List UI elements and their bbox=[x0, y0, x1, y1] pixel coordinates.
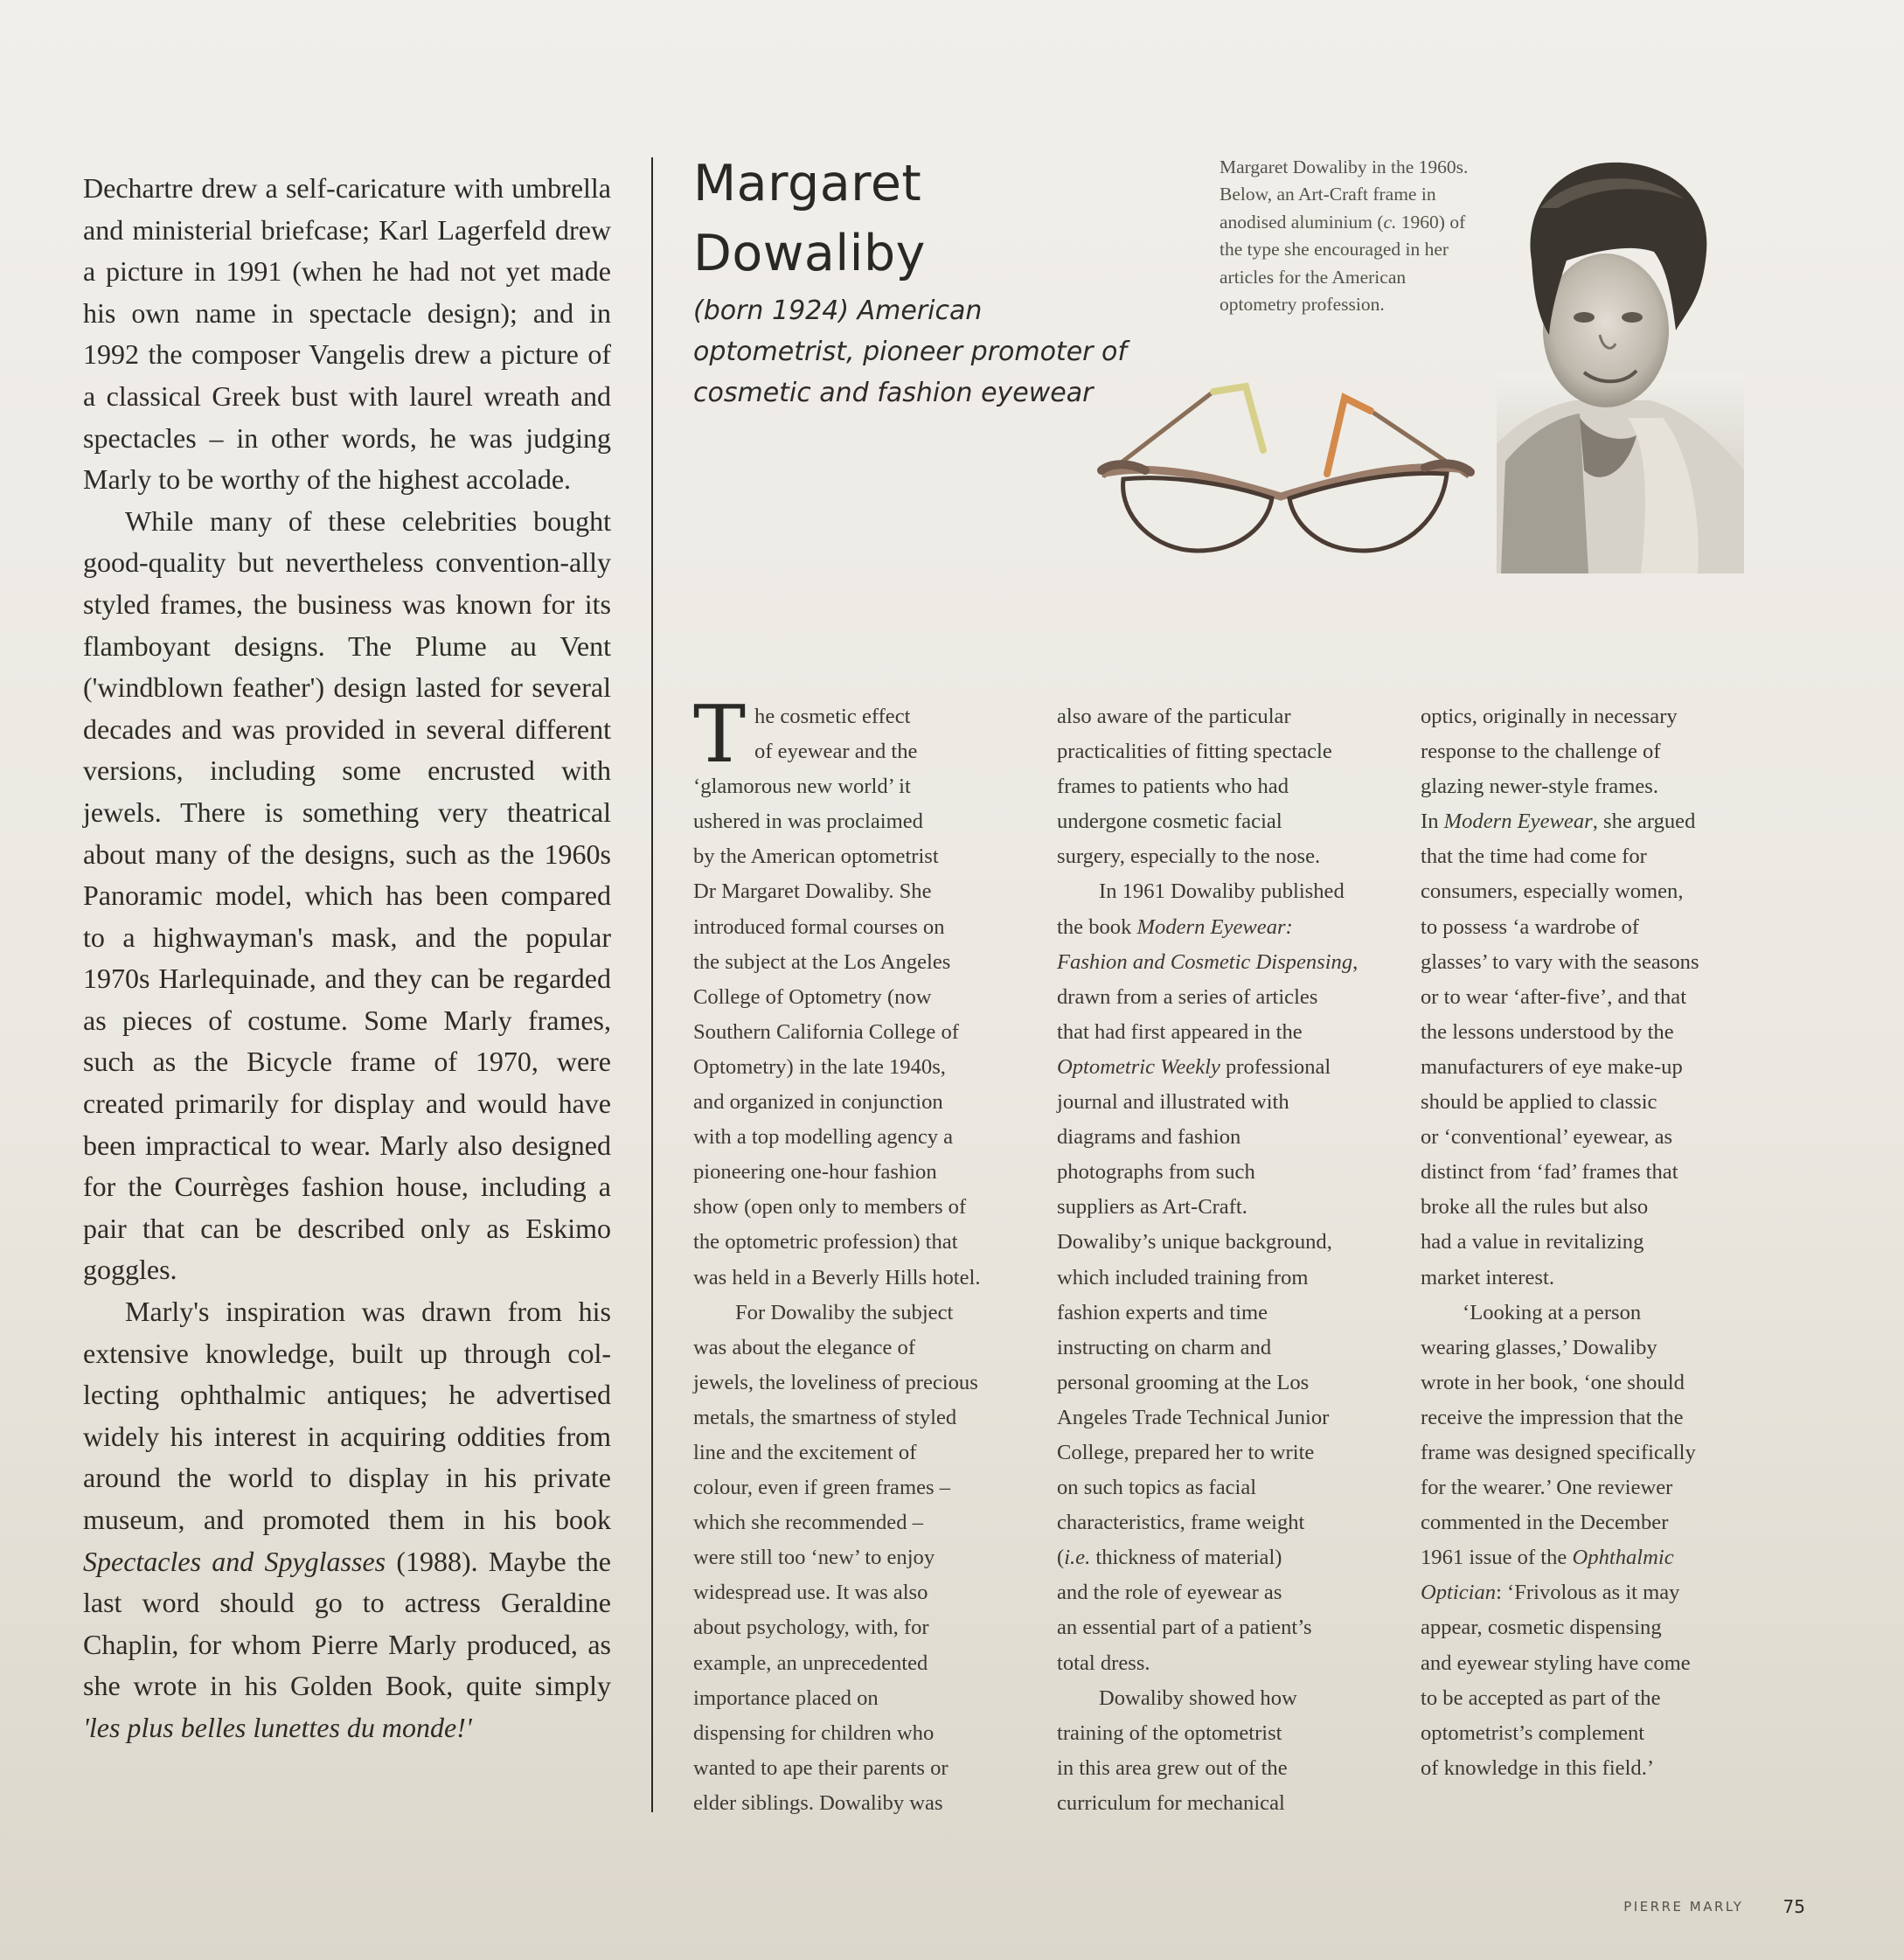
text-line: response to the challenge of bbox=[1421, 740, 1661, 764]
text-line: training of the optometrist bbox=[1057, 1720, 1282, 1745]
text-line: broke all the rules but also bbox=[1421, 1195, 1649, 1220]
text-line: fashion experts and time bbox=[1057, 1300, 1268, 1324]
text-line: curriculum for mechanical bbox=[1057, 1790, 1285, 1815]
text-run: 1960) of the type she encouraged in her articles for the American optometry profession. bbox=[1220, 211, 1466, 316]
text-line: journal and illustrated with bbox=[1057, 1090, 1289, 1115]
text-line: widespread use. It was also bbox=[693, 1581, 928, 1605]
text-line: to possess ‘a wardrobe of bbox=[1421, 914, 1639, 939]
article-column-2 bbox=[1057, 699, 1389, 1821]
text-line: optics, originally in necessary bbox=[1421, 705, 1678, 728]
text-line: Dr Margaret Dowaliby. She bbox=[693, 879, 932, 904]
art-craft-glasses-photo bbox=[1093, 376, 1477, 577]
text-line: appear, cosmetic dispensing bbox=[1421, 1616, 1662, 1640]
text-line: with a top modelling agency a bbox=[693, 1125, 954, 1150]
text-run: , she argued bbox=[1592, 810, 1696, 834]
text-line: wearing glasses,’ Dowaliby bbox=[1421, 1335, 1657, 1359]
text-line: (i.e. thickness of material) bbox=[1057, 1546, 1282, 1570]
text-line: commented in the December bbox=[1421, 1511, 1669, 1535]
text-line: wrote in her book, ‘one should bbox=[1421, 1370, 1685, 1394]
photo-caption bbox=[1220, 154, 1486, 318]
text-line: and the role of eyewear as bbox=[1057, 1581, 1282, 1605]
text-run: Margaret Dowaliby in the 1960s. Below, an Art-Craft frame in anodised aluminium ( bbox=[1220, 156, 1469, 233]
page-footer bbox=[1623, 1896, 1805, 1917]
text-line bbox=[1421, 1575, 1753, 1610]
text-run: , bbox=[1352, 949, 1359, 974]
text-line: example, an unprecedented bbox=[693, 1651, 928, 1675]
text-line: the subject at the Los Angeles bbox=[693, 949, 951, 974]
subtitle: (born 1924) American optometrist, pioneer promoter of cosmetic and fashion eyewear bbox=[693, 295, 1127, 408]
text-line: importance placed on bbox=[693, 1685, 879, 1710]
text-line: dispensing for children who bbox=[693, 1720, 935, 1745]
text-line: of eyewear and the bbox=[754, 740, 918, 764]
text-line: receive the impression that the bbox=[1421, 1405, 1684, 1429]
text-line: on such topics as facial bbox=[1057, 1476, 1257, 1500]
text-line: practicalities of fitting spectacle bbox=[1057, 740, 1332, 764]
text-line bbox=[1421, 804, 1753, 839]
text-line: wanted to ape their parents or bbox=[693, 1755, 949, 1780]
text-run: the book bbox=[1057, 914, 1137, 939]
text-line bbox=[1057, 1050, 1389, 1085]
text-run: professional bbox=[1220, 1054, 1331, 1079]
text-line: Southern California College of bbox=[693, 1019, 959, 1044]
text-line: an essential part of a patient’s bbox=[1057, 1616, 1312, 1640]
book-title: Modern Eyewear bbox=[1443, 810, 1593, 834]
text-line: suppliers as Art-Craft. bbox=[1057, 1195, 1247, 1220]
text-line: photographs from such bbox=[1057, 1160, 1255, 1185]
text-line: For Dowaliby the subject bbox=[735, 1300, 954, 1324]
text-line: line and the excitement of bbox=[693, 1440, 917, 1464]
text-line: frames to patients who had bbox=[1057, 775, 1289, 799]
text-line: for the wearer.’ One reviewer bbox=[1421, 1476, 1673, 1500]
text-line: instructing on charm and bbox=[1057, 1335, 1272, 1359]
text-line: was held in a Beverly Hills hotel. bbox=[693, 1265, 981, 1289]
text-line: and organized in conjunction bbox=[693, 1090, 943, 1115]
text-line: were still too ‘new’ to enjoy bbox=[693, 1546, 935, 1570]
text-line: total dress. bbox=[1057, 1651, 1150, 1675]
text-line: that had first appeared in the bbox=[1057, 1019, 1303, 1044]
text-line: market interest. bbox=[1421, 1265, 1554, 1289]
text-line: and eyewear styling have come bbox=[1421, 1651, 1691, 1675]
text-line: had a value in revitalizing bbox=[1421, 1230, 1644, 1255]
text-line: glazing newer-style frames. bbox=[1421, 775, 1658, 799]
page-number: 75 bbox=[1782, 1896, 1805, 1917]
portrait-image bbox=[1497, 156, 1744, 573]
text-line: that the time had come for bbox=[1421, 844, 1647, 869]
article-column-1 bbox=[693, 689, 1025, 1821]
text-line: the lessons understood by the bbox=[1421, 1019, 1674, 1044]
text-run: : ‘Frivolous as it may bbox=[1496, 1581, 1680, 1605]
text-run: Marly's inspiration was drawn from his extensive knowledge, built up through col-lecting ophthalmic antiques; he advertised widely his interest in acquiring oddities from around the world to display in his private museum, and promoted them in his book bbox=[83, 1296, 611, 1535]
journal-title: Optician bbox=[1421, 1581, 1497, 1605]
text-run: 1961 issue of the bbox=[1421, 1546, 1573, 1570]
text-line: surgery, especially to the nose. bbox=[1057, 844, 1321, 869]
glasses-image bbox=[1093, 376, 1477, 577]
text-line: of knowledge in this field.’ bbox=[1421, 1755, 1655, 1780]
text-run: i.e. bbox=[1064, 1546, 1091, 1570]
text-line: show (open only to members of bbox=[693, 1195, 967, 1220]
text-line: undergone cosmetic facial bbox=[1057, 810, 1282, 834]
text-line: about psychology, with, for bbox=[693, 1616, 929, 1640]
book-title: Modern Eyewear: bbox=[1136, 914, 1293, 939]
text-line: Optometry) in the late 1940s, bbox=[693, 1054, 946, 1079]
journal-title: Ophthalmic bbox=[1572, 1546, 1674, 1570]
text-line: should be applied to classic bbox=[1421, 1090, 1657, 1115]
portrait-photo bbox=[1497, 156, 1744, 573]
text-line: introduced formal courses on bbox=[693, 914, 945, 939]
text-line: glasses’ to vary with the seasons bbox=[1421, 949, 1699, 974]
quote: 'les plus belles lunettes du monde!' bbox=[83, 1711, 472, 1743]
text-run: (1988). Maybe the last word should go to actress Geraldine Chaplin, for whom Pierre Marly produced, as she wrote in his Golden Book, quite simply bbox=[83, 1545, 612, 1702]
text-line: which she recommended – bbox=[693, 1511, 923, 1535]
text-line: drawn from a series of articles bbox=[1057, 984, 1318, 1009]
text-line: by the American optometrist bbox=[693, 844, 939, 869]
text-line: was about the elegance of bbox=[693, 1335, 916, 1359]
book-title: Fashion and Cosmetic Dispensing bbox=[1057, 949, 1353, 974]
text-line: ushered in was proclaimed bbox=[693, 810, 923, 834]
text-line: optometrist’s complement bbox=[1421, 1720, 1645, 1745]
paragraph: Dechartre drew a self-caricature with umbrella and ministerial briefcase; Karl Lagerfeld drew a picture in 1991 (when he had not yet made his own name in spectacle design); and in 1992 the composer Vangelis drew a picture of a classical Greek bust with laurel wreath and spectacles – in other words, he was judging Marly to be worthy of the highest accolade. bbox=[83, 172, 611, 496]
text-line bbox=[1057, 945, 1389, 980]
text-run: c. bbox=[1383, 211, 1397, 233]
text-line: which included training from bbox=[1057, 1265, 1309, 1289]
text-line: ‘glamorous new world’ it bbox=[693, 775, 911, 799]
text-line: he cosmetic effect bbox=[754, 705, 911, 728]
left-column-text bbox=[83, 168, 611, 1749]
journal-title: Optometric Weekly bbox=[1057, 1054, 1220, 1079]
paragraph: While many of these celebrities bought good-quality but nevertheless convention-ally styled frames, the business was known for its flamboyant designs. The Plume au Vent ('windblown feather') design lasted for several decades and was provided in several different versions, including some encrusted with jewels. There is something very theatrical about many of the designs, such as the 1960s Panoramic model, which has been compared to a highwayman's mask, and the popular 1970s Harlequinade, and they can be regarded as pieces of costume. Some Marly frames, such as the Bicycle frame of 1970, were created primarily for display and would have been impractical to wear. Marly also designed for the Courrèges fashion house, including a pair that can be described only as Eskimo goggles. bbox=[83, 504, 611, 1286]
text-line: elder siblings. Dowaliby was bbox=[693, 1790, 943, 1815]
text-line: College of Optometry (now bbox=[693, 984, 932, 1009]
text-line: characteristics, frame weight bbox=[1057, 1511, 1305, 1535]
running-footer-section: PIERRE MARLY bbox=[1623, 1899, 1744, 1915]
text-line bbox=[1421, 1540, 1753, 1575]
text-line: jewels, the loveliness of precious bbox=[693, 1370, 978, 1394]
text-line bbox=[1057, 910, 1389, 945]
book-title: Spectacles and Spyglasses bbox=[83, 1545, 386, 1577]
text-line: pioneering one-hour fashion bbox=[693, 1160, 937, 1185]
page-title: Margaret Dowaliby bbox=[693, 155, 926, 282]
article-column-3 bbox=[1421, 699, 1753, 1786]
text-line: in this area grew out of the bbox=[1057, 1755, 1288, 1780]
text-line: the optometric profession) that bbox=[693, 1230, 958, 1255]
text-line: or to wear ‘after-five’, and that bbox=[1421, 984, 1687, 1009]
text-line: to be accepted as part of the bbox=[1421, 1685, 1661, 1710]
text-line: Angeles Trade Technical Junior bbox=[1057, 1405, 1330, 1429]
text-run: thickness of material) bbox=[1090, 1546, 1282, 1570]
sidebar-heading bbox=[693, 149, 1130, 414]
text-line: distinct from ‘fad’ frames that bbox=[1421, 1160, 1678, 1185]
text-line: In 1961 Dowaliby published bbox=[1099, 879, 1345, 904]
text-line: also aware of the particular bbox=[1057, 705, 1291, 728]
text-line: Dowaliby showed how bbox=[1099, 1685, 1297, 1710]
paragraph bbox=[83, 1291, 611, 1749]
column-divider bbox=[651, 157, 653, 1812]
text-line: consumers, especially women, bbox=[1421, 879, 1684, 904]
text-line: ‘Looking at a person bbox=[1463, 1300, 1642, 1324]
text-line: manufacturers of eye make-up bbox=[1421, 1054, 1683, 1079]
text-line: College, prepared her to write bbox=[1057, 1440, 1315, 1464]
text-line: or ‘conventional’ eyewear, as bbox=[1421, 1125, 1673, 1150]
text-line: frame was designed specifically bbox=[1421, 1440, 1696, 1464]
text-line: Dowaliby’s unique background, bbox=[1057, 1230, 1332, 1255]
text-line: diagrams and fashion bbox=[1057, 1125, 1241, 1150]
drop-cap: T bbox=[693, 689, 747, 781]
text-line: colour, even if green frames – bbox=[693, 1476, 951, 1500]
text-line: metals, the smartness of styled bbox=[693, 1405, 957, 1429]
text-line: personal grooming at the Los bbox=[1057, 1370, 1310, 1394]
text-run: In bbox=[1421, 810, 1444, 834]
